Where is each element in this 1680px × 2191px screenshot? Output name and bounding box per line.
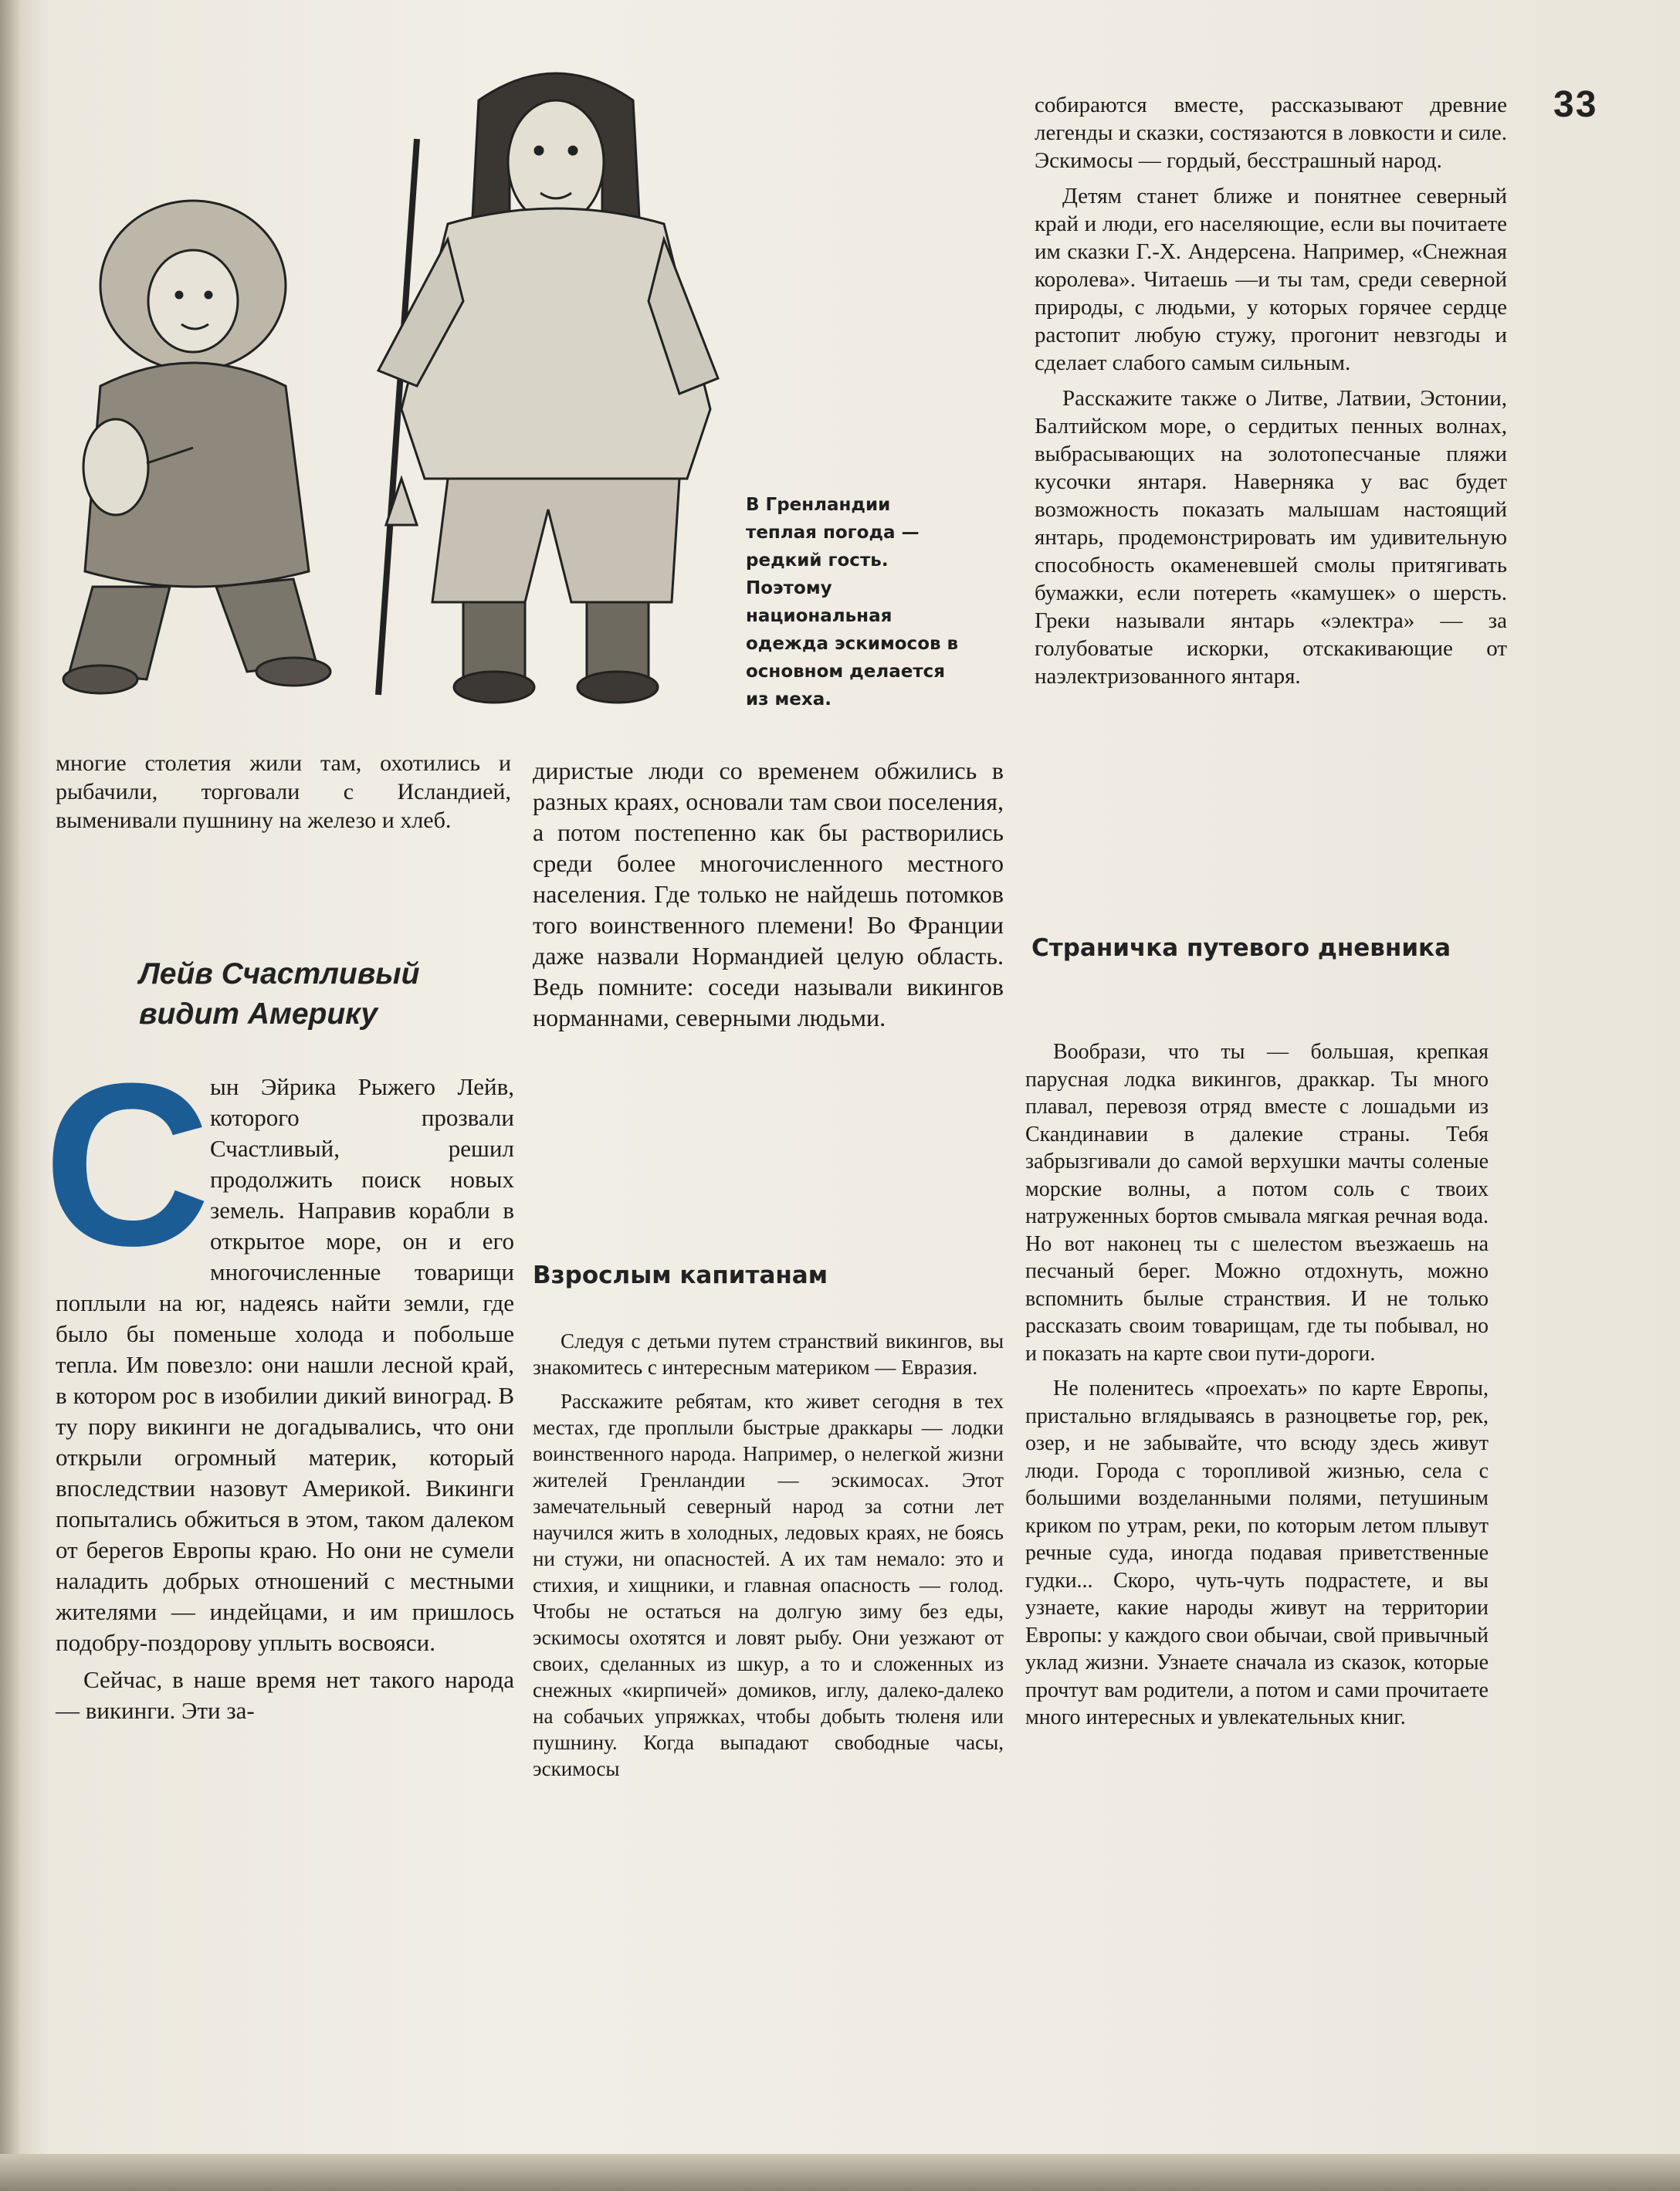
paragraph: диристые люди со временем обжились в разных краях, основали там свои поселения, а потом постепенно как бы растворились среди более многочисленного местного населения. Где только не найдешь потомков того воинственного племени! Во Франции даже назвали Нормандией целую область. Ведь помните: соседи называли викингов норманнами, северными людьми. [533, 757, 1004, 1031]
paragraph: Следуя с детьми путем странствий викингов, вы знакомитесь с интересным материком — Евразия. [533, 1329, 1004, 1379]
left-column-top [56, 749, 511, 842]
illustration-caption: В Гренландии теплая погода — редкий гость. Поэтому национальная одежда эскимосов в основном делается из меха. [746, 495, 959, 709]
adult-figure [378, 73, 718, 703]
paragraph: Вообрази, что ты — большая, крепкая парусная лодка викингов, драккар. Ты много плавал, перевозя отряд вместе с лошадьми из Скандинавии в далекие страны. Тебя забрызгивали до самой верхушки мачты соленые морские волны, а потом соль с твоих натруженных бортов смывала мягкая речная вода. Но вот наконец ты с шелестом въезжаешь на песчаный берег. Можно отдохнуть, можно вспомнить былые странствия. И не только рассказать своим товарищам, где ты побывал, но и показать на карте свои пути-дороги. [1025, 1040, 1489, 1366]
paragraph: Не поленитесь «проехать» по карте Европы, пристально вглядываясь в разноцветье гор, рек, озер, и не забывайте, что всюду здесь живут люди. Города с торопливой жизнью, села с большими возделанными полями, петушиным криком по утрам, реки, по которым летом плывут речные суда, иногда подавая приветственные гудки... Скоро, чуть-чуть подрастете, и вы узнаете, какие народы живут на территории Европы: у каждого свои обычаи, свой привычный уклад жизни. Узнаете сначала из сказок, которые прочтут вам родители, а потом и сами прочитаете много интересных и увлекательных книг. [1025, 1377, 1489, 1729]
middle-column-top [533, 755, 1004, 1041]
dropcap-letter: С [43, 1035, 211, 1294]
lead-article [56, 1072, 514, 1732]
child-figure [63, 201, 330, 693]
paragraph: Расскажите ребятам, кто живет сегодня в тех местах, где проплыли быстрые драккары — лодки воинственного народа. Например, о нелегкой жизни жителей Гренландии — эскимосах. Этот замечательный северный народ за сотни лет научился жить в холодных, ледовых краях, не боясь ни стужи, ни опасностей. А их там немало: это и стихия, и хищники, и главная опасность — голод. Чтобы не остаться на долгую зиму без еды, эскимосы охотятся и ловят рыбу. Они уезжают от своих, сделанных из шкур, а то и сложенных из снежных «кирпичей» домиков, иглу, далеко-далеко на собачьих упряжках, чтобы добыть тюленя или пушнину. Когда выпадают свободные часы, эскимосы [533, 1390, 1004, 1780]
paragraph: многие столетия жили там, охотились и рыбачили, торговали с Исландией, выменивали пушнину на железо и хлеб. [56, 750, 511, 833]
page-number: 33 [1553, 84, 1598, 125]
page-bottom-edge [0, 2154, 1680, 2191]
heading-stranichka: Страничка путевого дневника [1031, 934, 1451, 962]
paragraph: Расскажите также о Литве, Латвии, Эстонии, Балтийском море, о сердитых пенных волнах, выбрасывающих на золотопесчаные пляжи кусочки янтаря. Наверняка у вас будет возможность показать малышам настоящий янтарь, продемонстрировать им удивительную способность окаменевшей смолы притягивать бумажки, если потереть «камушек» о шерсть. Греки называли янтарь «электра» — за голубоватые искорки, отскакивающие от наэлектризованного янтаря. [1035, 386, 1507, 689]
right-column-top [1035, 91, 1507, 698]
paragraph: ын Эйрика Рыжего Лейв, которого прозвали Счастливый, решил продолжить поиск новых земель. Направив корабли в открытое море, он и его многочисленные товарищи поплыли на юг, надеясь найти земли, где было бы поменьше холода и побольше тепла. Им повезло: они нашли лесной край, в котором рос в изобилии дикий виноград. В ту пору викинги не догадывались, что они открыли огромный материк, который впоследствии назовут Америкой. Викинги попытались обжиться в этом, таком далеком от берегов Европы краю. Но они не сумели наладить добрых отношений с местными жителями — индейцами, и им пришлось подобру-поздорову уплыть восвояси. [56, 1073, 514, 1656]
right-column-bottom [1025, 1038, 1489, 1739]
heading-kapitan: Взрослым капитанам [533, 1261, 828, 1289]
middle-column-bottom [533, 1328, 1004, 1790]
paragraph: Сейчас, в наше время нет такого народа — викинги. Эти за- [56, 1666, 514, 1724]
eskimo-illustration [15, 46, 741, 726]
dropcap-spacer [56, 1072, 210, 1282]
heading-leiv: Лейв Счастливый видит Америку [139, 957, 420, 1031]
paragraph: собираются вместе, рассказывают древние легенды и сказки, состязаются в ловкости и силе. Эскимосы — гордый, бесстрашный народ. [1035, 93, 1507, 173]
paragraph: Детям станет ближе и понятнее северный край и люди, его населяющие, если вы почитаете им сказки Г.-Х. Андерсена. Например, «Снежная королева». Читаешь —и ты там, среди северной природы, с людьми, у которых горячее сердце растопит любую стужу, прогонит невзгоды и сделает слабого самым сильным. [1035, 184, 1507, 375]
